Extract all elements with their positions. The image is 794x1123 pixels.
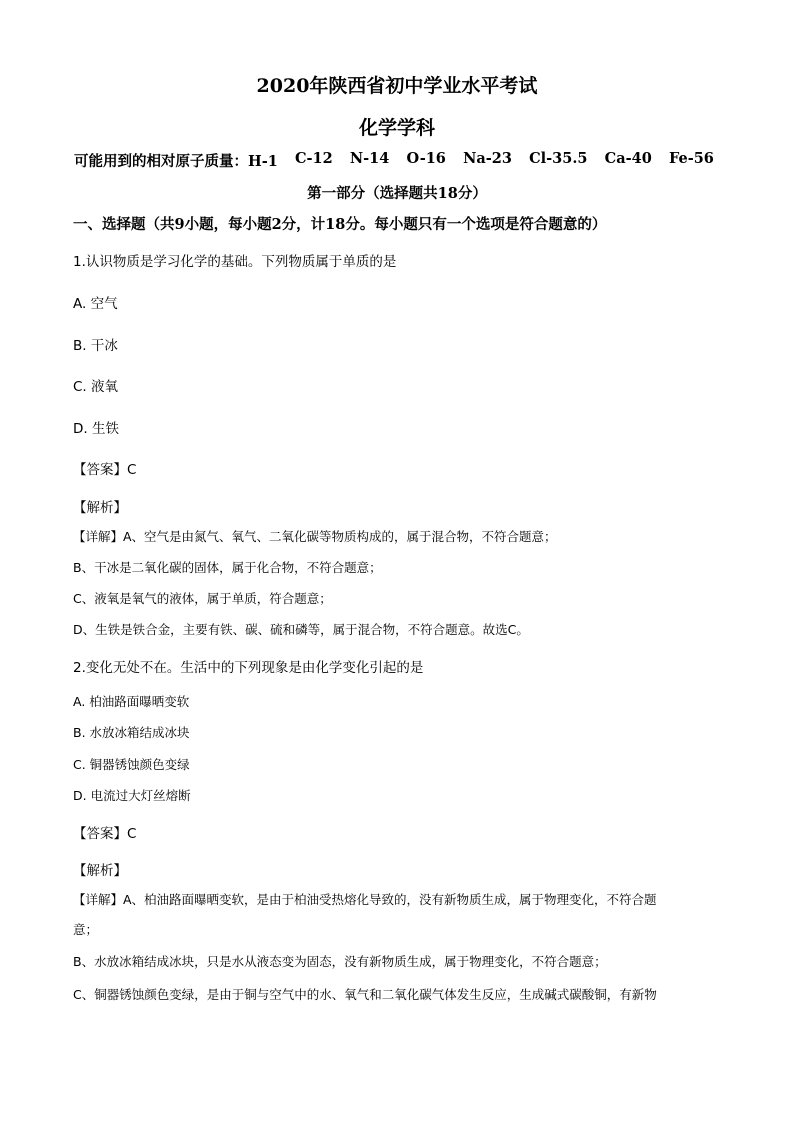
question-1-explanation-line: C、液氧是氧气的液体，属于单质，符合题意； bbox=[73, 591, 332, 606]
question-2-option-d: D. 电流过大灯丝熔断 bbox=[73, 788, 191, 803]
question-2-answer: 【答案】C bbox=[73, 826, 137, 842]
atomic-mass-item: Na-23 bbox=[463, 150, 512, 167]
question-2-explanation-line: B、水放冰箱结成冰块，只是水从液态变为固态，没有新物质生成，属于物理变化，不符合题意； bbox=[73, 954, 607, 969]
question-1-explanation-line: B、干冰是二氧化碳的固体，属于化合物，不符合题意； bbox=[73, 560, 382, 575]
section-heading: 一、选择题（共9小题，每小题2分，计18分。每小题只有一个选项是符合题意的） bbox=[73, 216, 607, 233]
question-1-option-d: D. 生铁 bbox=[73, 421, 119, 437]
question-1-option-c: C. 液氧 bbox=[73, 379, 119, 395]
question-2-option-b: B. 水放冰箱结成冰块 bbox=[73, 725, 190, 740]
question-1-explanation-line: 【详解】A、空气是由氮气、氧气、二氧化碳等物质构成的，属于混合物，不符合题意； bbox=[73, 529, 557, 544]
atomic-mass-label: 可能用到的相对原子质量：H-1 bbox=[74, 153, 278, 170]
question-2-option-c: C. 铜器锈蚀颜色变绿 bbox=[73, 757, 190, 772]
atomic-mass-item: Fe-56 bbox=[668, 150, 714, 167]
question-2-explanation-line: 意； bbox=[73, 922, 99, 937]
atomic-mass-item: C-12 bbox=[294, 150, 333, 167]
atomic-mass-item: N-14 bbox=[349, 150, 390, 167]
atomic-mass-list bbox=[74, 150, 714, 171]
question-1-explanation-line: D、生铁是铁合金，主要有铁、碳、硫和磷等，属于混合物，不符合题意。故选C。 bbox=[73, 622, 529, 637]
question-1-analysis-label: 【解析】 bbox=[73, 500, 127, 516]
exam-title: 2020年陕西省初中学业水平考试 bbox=[256, 75, 538, 97]
question-1-option-b: B. 干冰 bbox=[73, 338, 118, 354]
subject-title: 化学学科 bbox=[358, 117, 435, 139]
question-2-analysis-label: 【解析】 bbox=[73, 863, 127, 879]
question-2-stem: 2.变化无处不在。生活中的下列现象是由化学变化引起的是 bbox=[73, 660, 424, 676]
question-2-option-a: A. 柏油路面曝晒变软 bbox=[73, 694, 190, 709]
part-heading: 第一部分（选择题共18分） bbox=[307, 185, 487, 202]
atomic-mass-item: O-16 bbox=[406, 150, 446, 167]
question-2-explanation-line: 【详解】A、柏油路面曝晒变软，是由于柏油受热熔化导致的，没有新物质生成，属于物理变化，不符合题 bbox=[73, 892, 657, 907]
question-1-answer: 【答案】C bbox=[73, 462, 137, 478]
question-2-explanation-line: C、铜器锈蚀颜色变绿，是由于铜与空气中的水、氧气和二氧化碳气体发生反应，生成碱式碳酸铜，有新物 bbox=[73, 987, 657, 1002]
atomic-mass-item: Ca-40 bbox=[604, 150, 652, 167]
question-1-stem: 1.认识物质是学习化学的基础。下列物质属于单质的是 bbox=[73, 254, 397, 270]
question-1-option-a: A. 空气 bbox=[73, 296, 118, 312]
atomic-mass-item: Cl-35.5 bbox=[529, 150, 588, 167]
